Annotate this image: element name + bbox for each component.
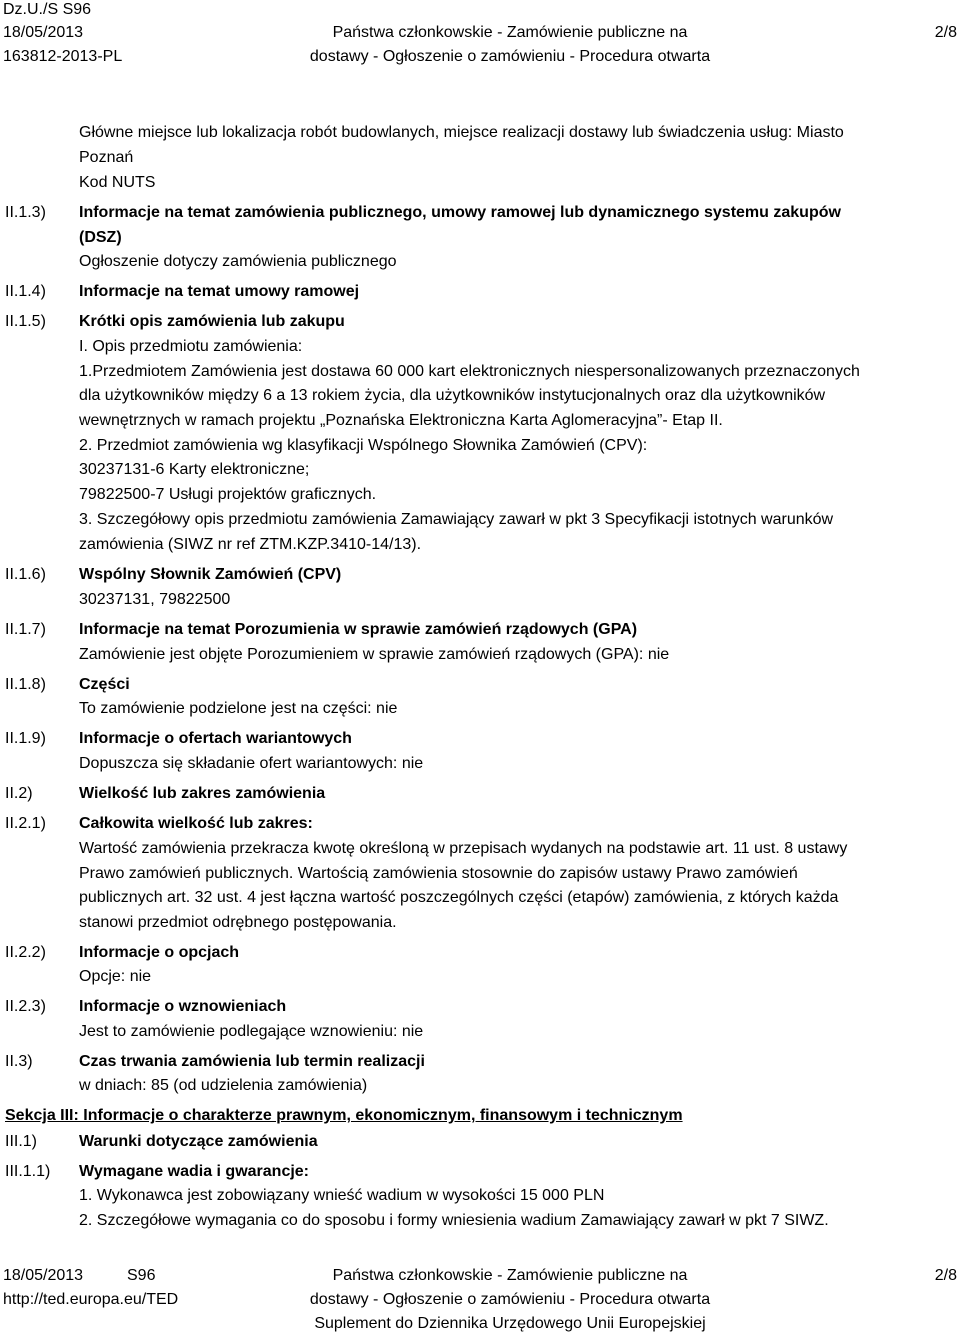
description-line: 79822500-7 Usługi projektów graficznych. bbox=[79, 486, 377, 503]
footer-issue: S96 bbox=[127, 1267, 156, 1284]
section-value-ii-1-3: Ogłoszenie dotyczy zamówienia publicznego bbox=[79, 253, 397, 270]
section-label-ii-1-7: II.1.7) bbox=[5, 621, 46, 638]
section-value-ii-1-6: 30237131, 79822500 bbox=[79, 591, 231, 608]
header-date: 18/05/2013 bbox=[3, 24, 84, 41]
section-label-ii-1-4: II.1.4) bbox=[5, 283, 46, 300]
nuts-code: Kod NUTS bbox=[79, 174, 156, 191]
header-title-line1: Państwa członkowskie - Zamówienie publiczne na bbox=[332, 24, 688, 41]
section-heading-ii-1-3: Informacje na temat zamówienia publicznego, umowy ramowej lub dynamicznego systemu zakupów bbox=[79, 204, 841, 221]
description-line: dla użytkowników między 6 a 13 rokiem życia, dla użytkowników instytucjonalnych oraz dla użytkowników bbox=[79, 387, 826, 404]
footer-url[interactable]: http://ted.europa.eu/TED bbox=[3, 1291, 179, 1308]
section-heading-iii-1-1: Wymagane wadia i gwarancje: bbox=[79, 1163, 310, 1180]
scope-line: stanowi przedmiot odrębnego postępowania. bbox=[79, 914, 397, 931]
header-notice-id: 163812-2013-PL bbox=[3, 48, 123, 65]
section-label-ii-1-9: II.1.9) bbox=[5, 730, 46, 747]
section-heading-ii-1-5: Krótki opis zamówienia lub zakupu bbox=[79, 313, 345, 330]
section-heading-ii-3: Czas trwania zamówienia lub termin realizacji bbox=[79, 1053, 425, 1070]
guarantee-line: 2. Szczegółowe wymagania co do sposobu i formy wniesienia wadium Zamawiający zawarł w pkt 7 SIWZ. bbox=[79, 1212, 829, 1229]
section-heading-ii-1-8: Części bbox=[79, 676, 130, 693]
description-line: I. Opis przedmiotu zamówienia: bbox=[79, 338, 303, 355]
section-heading-ii-2-2: Informacje o opcjach bbox=[79, 944, 240, 961]
description-line: 30237131-6 Karty elektroniczne; bbox=[79, 461, 310, 478]
description-line: 2. Przedmiot zamówienia wg klasyfikacji Wspólnego Słownika Zamówień (CPV): bbox=[79, 437, 648, 454]
section-value-ii-3: w dniach: 85 (od udzielenia zamówienia) bbox=[79, 1077, 368, 1094]
location-line2: Poznań bbox=[79, 149, 134, 166]
footer-page-number: 2/8 bbox=[934, 1267, 957, 1284]
description-line: wewnętrznych w ramach projektu „Poznańska Elektroniczna Karta Aglomeracyjna”- Etap II. bbox=[79, 412, 723, 429]
section-value-ii-1-8: To zamówienie podzielone jest na części: nie bbox=[79, 700, 398, 717]
section-label-iii-1: III.1) bbox=[5, 1133, 38, 1150]
footer-title-line1: Państwa członkowskie - Zamówienie publiczne na bbox=[332, 1267, 688, 1284]
section-heading-ii-2: Wielkość lub zakres zamówienia bbox=[79, 785, 326, 802]
description-line: 3. Szczegółowy opis przedmiotu zamówienia Zamawiający zawarł w pkt 3 Specyfikacji istotnych warunków bbox=[79, 511, 834, 528]
section-label-ii-1-3: II.1.3) bbox=[5, 204, 46, 221]
section-label-ii-2-1: II.2.1) bbox=[5, 815, 46, 832]
header-doc-ref: Dz.U./S S96 bbox=[3, 1, 92, 18]
description-line: 1.Przedmiotem Zamówienia jest dostawa 60 000 kart elektronicznych niespersonalizowanych przeznaczonych bbox=[79, 363, 860, 380]
footer-date: 18/05/2013 bbox=[3, 1267, 84, 1284]
section-heading-ii-2-1: Całkowita wielkość lub zakres: bbox=[79, 815, 313, 832]
section-label-ii-1-5: II.1.5) bbox=[5, 313, 46, 330]
guarantee-line: 1. Wykonawca jest zobowiązany wnieść wadium w wysokości 15 000 PLN bbox=[79, 1187, 605, 1204]
scope-line: publicznych art. 32 ust. 4 jest łączna wartość poszczególnych części (etapów) zamówienia, z których każda bbox=[79, 889, 839, 906]
section-heading-ii-1-9: Informacje o ofertach wariantowych bbox=[79, 730, 352, 747]
location-line1: Główne miejsce lub lokalizacja robót budowlanych, miejsce realizacji dostawy lub świadczenia usług: Miasto bbox=[79, 124, 844, 141]
footer-title-line2: dostawy - Ogłoszenie o zamówieniu - Procedura otwarta bbox=[309, 1291, 711, 1308]
section-heading-ii-2-3: Informacje o wznowieniach bbox=[79, 998, 287, 1015]
footer-title-line3: Suplement do Dziennika Urzędowego Unii Europejskiej bbox=[314, 1315, 706, 1332]
description-line: zamówienia (SIWZ nr ref ZTM.KZP.3410-14/13). bbox=[79, 536, 422, 553]
section-value-ii-1-9: Dopuszcza się składanie ofert wariantowych: nie bbox=[79, 755, 424, 772]
section-value-ii-2-2: Opcje: nie bbox=[79, 968, 152, 985]
section-heading-ii-1-6: Wspólny Słownik Zamówień (CPV) bbox=[79, 566, 342, 583]
section-heading-ii-1-3-cont: (DSZ) bbox=[79, 229, 122, 246]
section-label-ii-1-8: II.1.8) bbox=[5, 676, 46, 693]
section-label-ii-3: II.3) bbox=[5, 1053, 33, 1070]
section-value-ii-1-7: Zamówienie jest objęte Porozumieniem w sprawie zamówień rządowych (GPA): nie bbox=[79, 646, 670, 663]
section-label-ii-2: II.2) bbox=[5, 785, 33, 802]
section-value-ii-2-3: Jest to zamówienie podlegające wznowieniu: nie bbox=[79, 1023, 424, 1040]
section-iii-title: Sekcja III: Informacje o charakterze prawnym, ekonomicznym, finansowym i technicznym bbox=[5, 1107, 683, 1124]
section-label-ii-2-2: II.2.2) bbox=[5, 944, 46, 961]
scope-line: Prawo zamówień publicznych. Wartością zamówienia stosownie do zapisów ustawy Prawo zamówień bbox=[79, 865, 798, 882]
section-label-iii-1-1: III.1.1) bbox=[5, 1163, 51, 1180]
header-title-line2: dostawy - Ogłoszenie o zamówieniu - Procedura otwarta bbox=[309, 48, 711, 65]
section-heading-iii-1: Warunki dotyczące zamówienia bbox=[79, 1133, 318, 1150]
section-label-ii-2-3: II.2.3) bbox=[5, 998, 46, 1015]
section-heading-ii-1-7: Informacje na temat Porozumienia w sprawie zamówień rządowych (GPA) bbox=[79, 621, 638, 638]
header-page-number: 2/8 bbox=[934, 24, 957, 41]
section-heading-ii-1-4: Informacje na temat umowy ramowej bbox=[79, 283, 360, 300]
section-label-ii-1-6: II.1.6) bbox=[5, 566, 46, 583]
scope-line: Wartość zamówienia przekracza kwotę określoną w przepisach wydanych na podstawie art. 11 ust. 8 ustawy bbox=[79, 840, 848, 857]
